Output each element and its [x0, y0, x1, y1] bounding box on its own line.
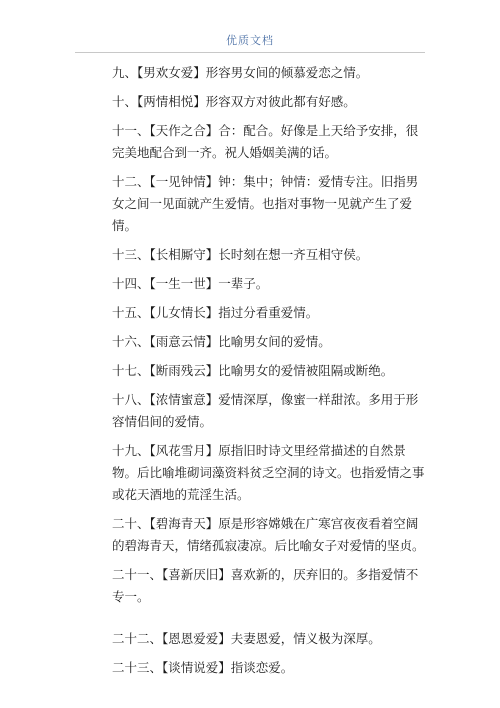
entry-15: 十五、【儿女情长】指过分看重爱情。	[112, 305, 319, 320]
entry-13: 十三、【长相厮守】长时刻在想一齐互相守侯。	[112, 247, 369, 262]
entry-9: 九、【男欢女爱】形容男女间的倾慕爱恋之情。	[112, 65, 369, 80]
entry-16: 十六、【雨意云情】比喻男女间的爱情。	[112, 334, 331, 349]
entry-20: 二十、【碧海青天】原是形容嫦娥在广寒宫夜夜看着空阔的碧海青天，情绪孤寂凄凉。后比喻女子对爱情的坚贞。	[112, 516, 425, 553]
entry-18: 十八、【浓情蜜意】爱情深厚，像蜜一样甜浓。多用于形容情侣间的爱情。	[112, 392, 419, 429]
entry-22: 二十二、【恩恩爱爱】夫妻恩爱，情义极为深厚。	[112, 631, 381, 646]
entry-14: 十四、【一生一世】一辈子。	[112, 276, 269, 291]
entry-11: 十一、【天作之合】合：配合。好像是上天给予安排，很完美地配合到一齐。祝人婚姻美满的话。	[112, 123, 419, 160]
entry-12: 十二、【一见钟情】钟：集中；钟情：爱情专注。旧指男女之间一见面就产生爱情。也指对事物一见就产生了爱情。	[112, 174, 419, 233]
document-body	[112, 62, 430, 686]
header-divider	[75, 52, 425, 53]
entry-23: 二十三、【谈情说爱】指谈恋爱。	[112, 660, 294, 675]
page-header-title: 优质文档	[226, 34, 274, 47]
entry-10: 十、【两情相悦】形容双方对彼此都有好感。	[112, 94, 356, 109]
entry-17: 十七、【断雨残云】比喻男女的爱情被阻隔或断绝。	[112, 363, 394, 378]
entry-21: 二十一、【喜新厌旧】喜欢新的，厌弃旧的。多指爱情不专一。	[112, 567, 419, 604]
entry-19: 十九、【风花雪月】原指旧时诗文里经常描述的自然景物。后比喻堆砌词藻资料贫乏空洞的诗文。也指爱情之事或花天酒地的荒淫生活。	[112, 443, 425, 502]
